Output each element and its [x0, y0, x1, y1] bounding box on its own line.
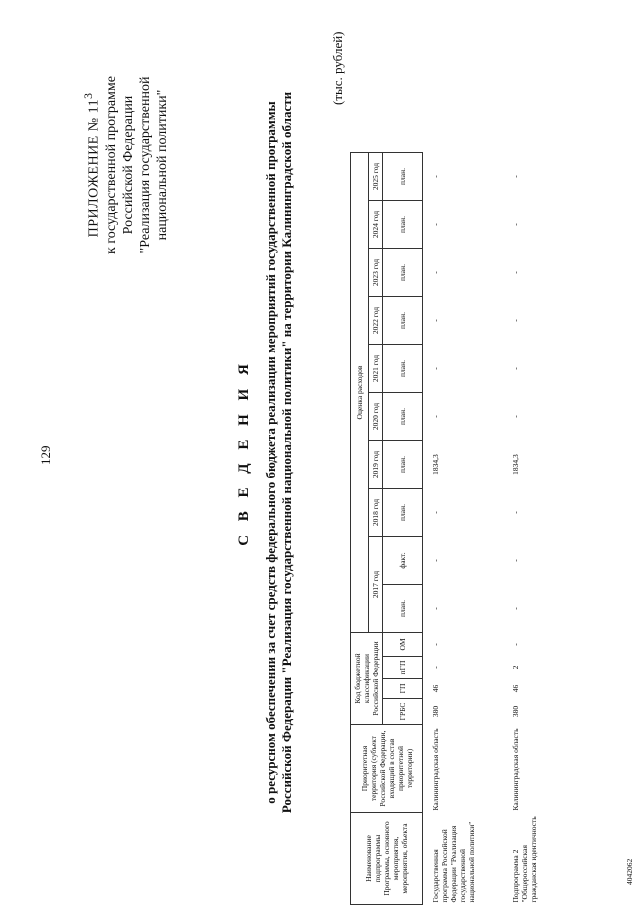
row-value: - [431, 223, 440, 226]
appendix-number [80, 0, 103, 330]
appendix-number-sup: 3 [82, 92, 95, 99]
row-territory: Калининградская область [431, 728, 440, 811]
row-value: - [431, 511, 440, 514]
header-sub-fact: факт. [383, 537, 423, 585]
row-name: Государственная программа Российской Федерации "Реализация государственной национальной политики" [431, 821, 476, 903]
row-value: - [510, 559, 520, 562]
page-number: 129 [38, 445, 53, 465]
row-value: - [510, 271, 520, 274]
row-pgp: 2 [510, 665, 520, 670]
header-year: 2017 год [369, 537, 383, 633]
title-line2: Российской Федерации "Реализация государственной национальной политики" на территории Калининградской области [279, 91, 294, 814]
row-value: - [431, 319, 440, 322]
header-territory: Приоритетная территория (субъект Российской Федерации, входящий в состав приоритетной территории) [351, 725, 423, 813]
header-sub-plan: план. [383, 585, 423, 633]
row-value: - [431, 415, 440, 418]
row-value: - [510, 175, 520, 178]
row-value: 1834,3 [510, 454, 520, 475]
row-territory: Калининградская область [510, 728, 520, 811]
header-estimate: Оценка расходов [351, 153, 369, 633]
resource-table [350, 152, 569, 905]
row-name: Подпрограмма 2 "Общероссийская гражданская идентичность [510, 816, 538, 903]
header-sub-plan: план. [383, 489, 423, 537]
header-code-grbs: ГРБС [383, 699, 423, 725]
row-grbs: 380 [431, 705, 440, 718]
document-code: 4042062 [625, 858, 634, 885]
row-value: - [431, 175, 440, 178]
row-value: - [510, 415, 520, 418]
row-gp: 46 [510, 684, 520, 693]
header-sub-plan: план. [383, 153, 423, 201]
header-sub-plan: план. [383, 393, 423, 441]
row-value: 1834,3 [431, 454, 440, 475]
row-grbs: 380 [510, 705, 520, 718]
appendix-line2: к государственной программе [103, 76, 119, 254]
row-value: - [510, 511, 520, 514]
header-sub-plan: план. [383, 297, 423, 345]
header-year: 2025 год [369, 153, 383, 201]
title-heading: С В Е Д Е Н И Я [236, 359, 252, 546]
header-sub-plan: план. [383, 345, 423, 393]
appendix-line5: национальной политики" [154, 89, 170, 241]
header-year: 2023 год [369, 249, 383, 297]
header-year: 2020 год [369, 393, 383, 441]
table-row [423, 153, 503, 905]
units-label: (тыс. рублей) [330, 31, 345, 105]
appendix-number-text: ПРИЛОЖЕНИЕ № 11 [86, 98, 102, 238]
title-line1: о ресурсном обеспечении за счет средств федерального бюджета реализации мероприятий государственной программы [263, 101, 278, 804]
appendix-line4: "Реализация государственной [137, 76, 153, 254]
header-name: Наименование подпрограммы Программы, основного мероприятия, мероприятия, объекта [351, 813, 423, 905]
header-year: 2018 год [369, 489, 383, 537]
header-year: 2024 год [369, 201, 383, 249]
row-om: - [431, 643, 440, 646]
header-budget-code: Код бюджетной классификации Российской Федерации [351, 633, 383, 725]
row-value: - [510, 223, 520, 226]
row-value: - [510, 607, 520, 610]
header-code-om: ОМ [383, 633, 423, 657]
row-om: - [510, 643, 520, 646]
header-code-gp: ГП [383, 679, 423, 699]
table-row [503, 153, 569, 905]
row-pgp: - [431, 666, 440, 669]
appendix-header [80, 0, 171, 330]
row-value: - [431, 367, 440, 370]
row-gp: 46 [431, 684, 440, 693]
row-value: - [431, 559, 440, 562]
row-value: - [431, 607, 440, 610]
document-title [236, 0, 295, 905]
row-value: - [431, 271, 440, 274]
header-sub-plan: план. [383, 201, 423, 249]
header-year: 2021 год [369, 345, 383, 393]
row-value: - [510, 319, 520, 322]
header-sub-plan: план. [383, 441, 423, 489]
header-sub-plan: план. [383, 249, 423, 297]
header-year: 2022 год [369, 297, 383, 345]
row-value: - [510, 367, 520, 370]
header-code-pgp: пГП [383, 657, 423, 679]
appendix-line3: Российской Федерации [120, 95, 136, 235]
header-year: 2019 год [369, 441, 383, 489]
